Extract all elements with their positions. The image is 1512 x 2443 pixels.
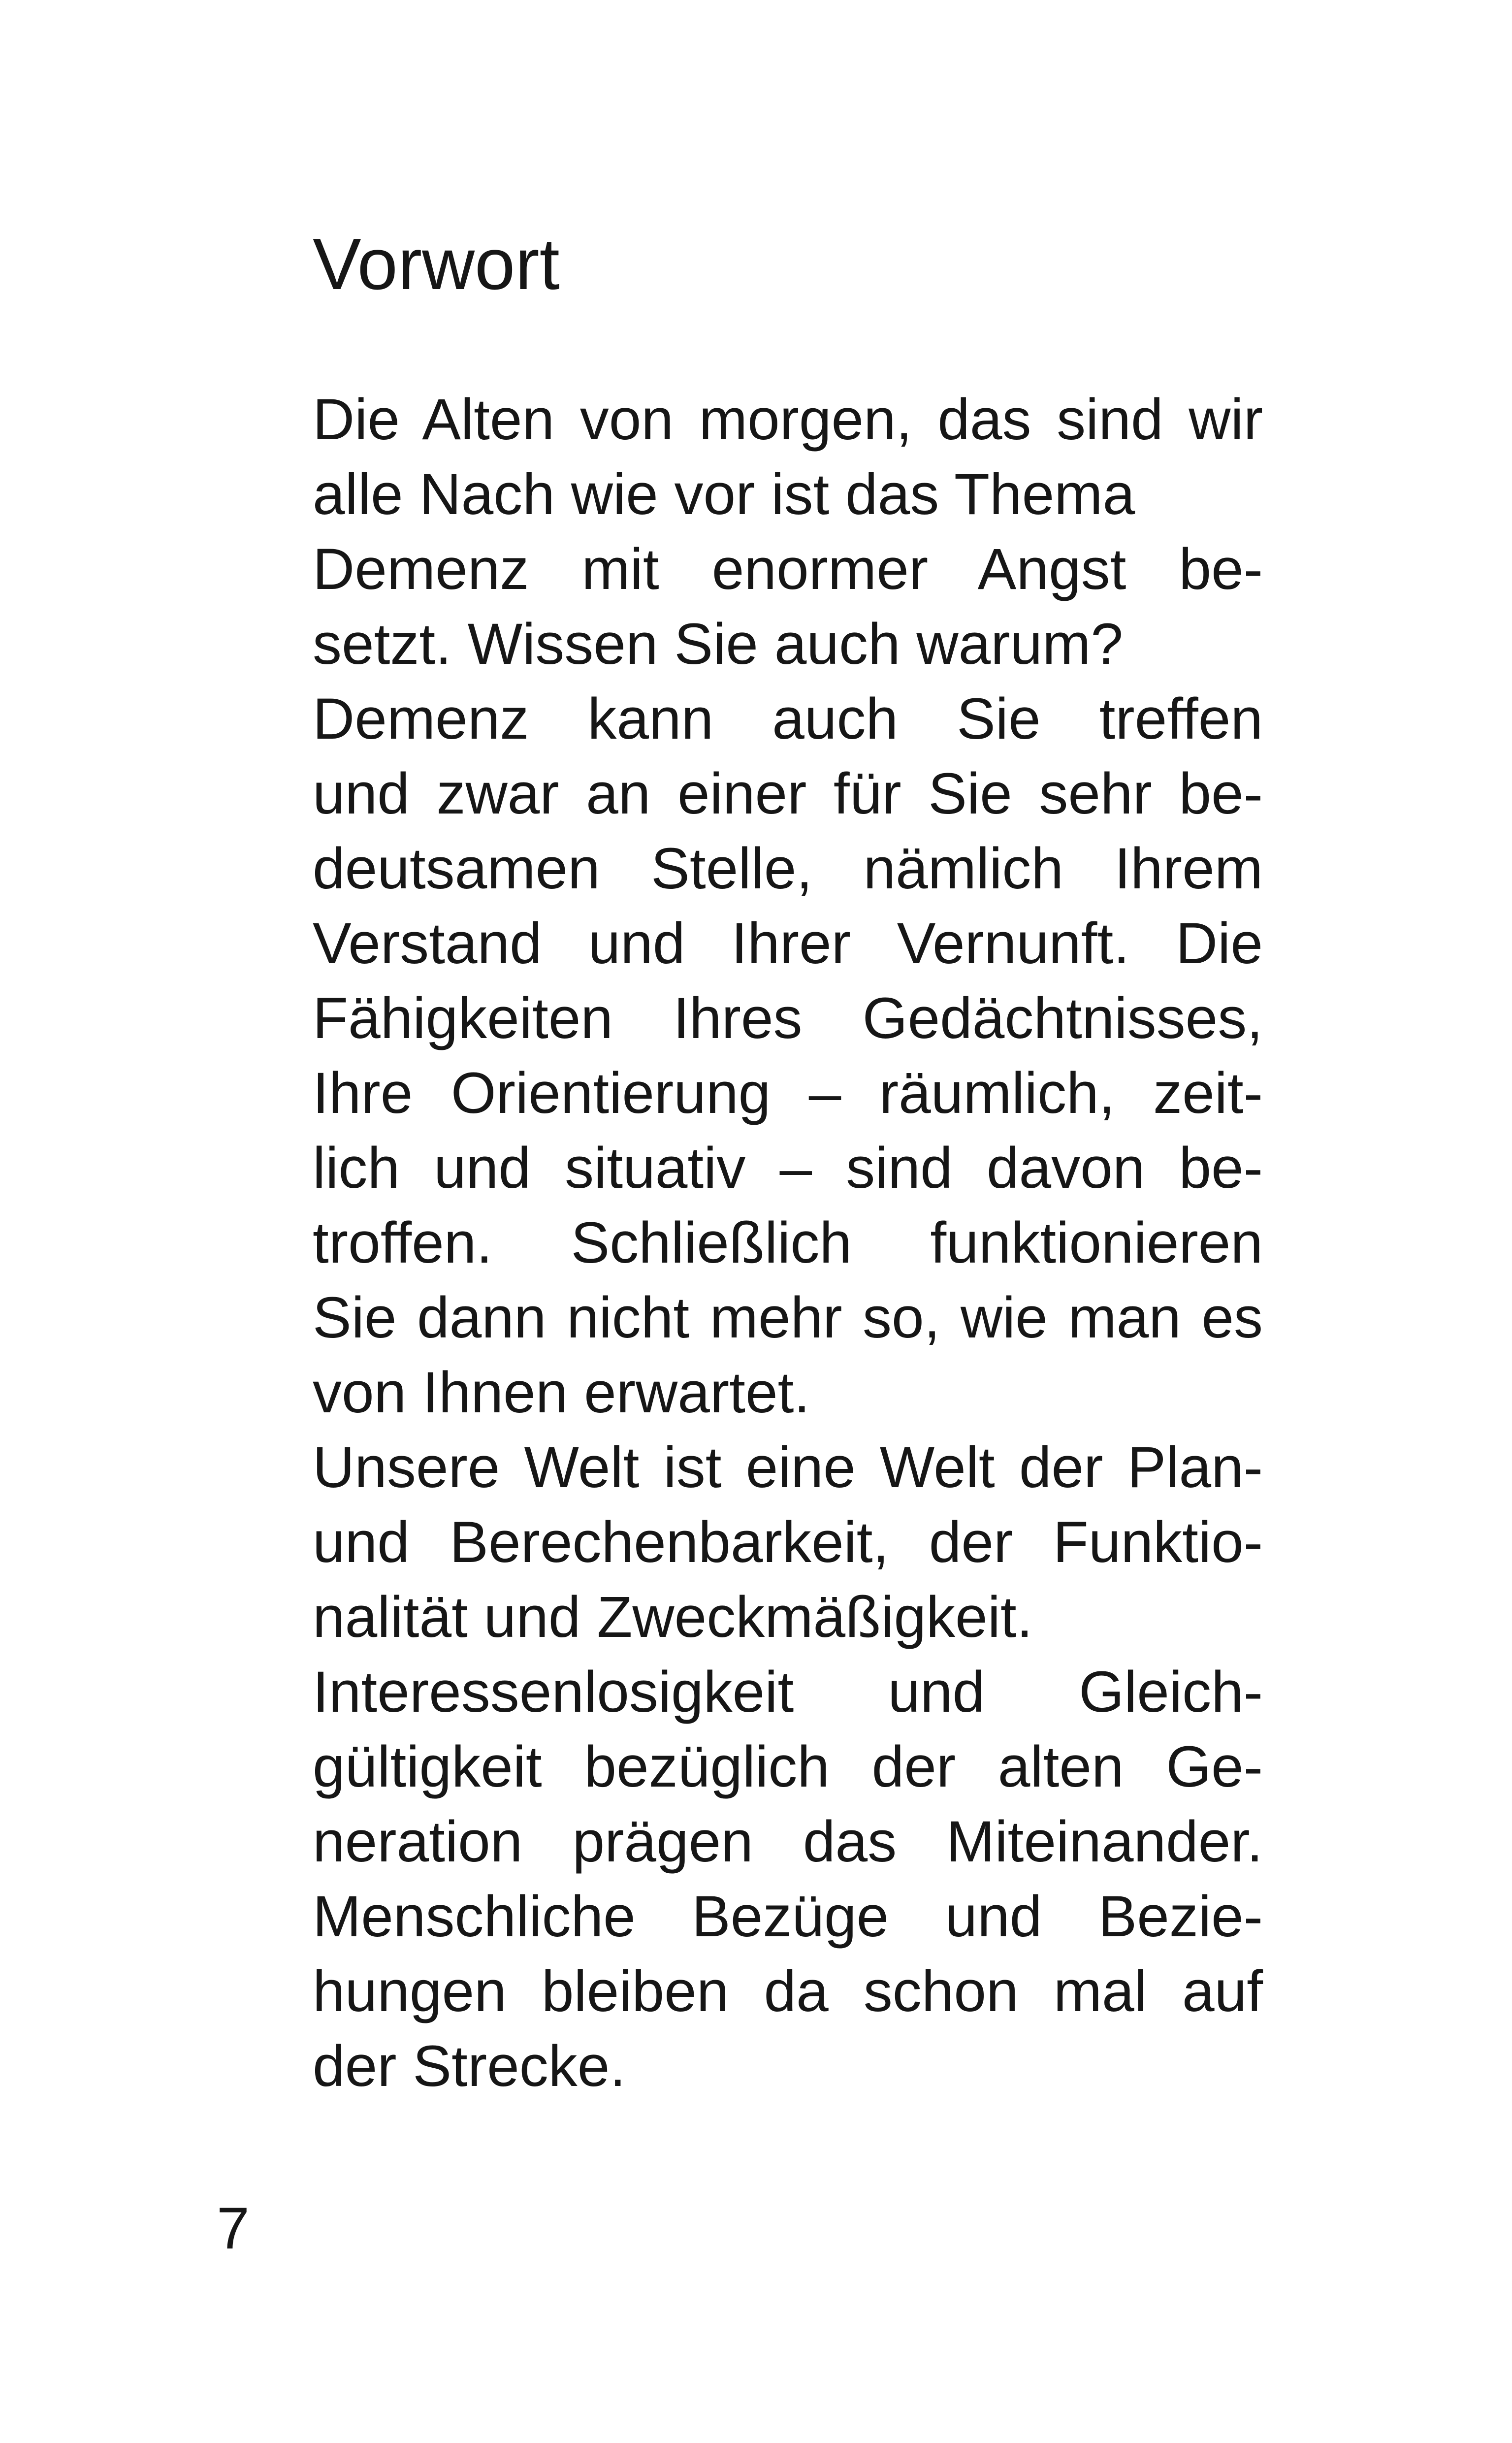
text-line: setzt. Wissen Sie auch warum? [313, 612, 1124, 677]
text-line: gültigkeit bezüglich der alten Ge- [313, 1734, 1263, 1799]
text-line: alle Nach wie vor ist das Thema [313, 462, 1135, 527]
text-line: neration prägen das Miteinander. [313, 1809, 1263, 1874]
text-line: und Berechenbarkeit, der Funktio- [313, 1510, 1263, 1575]
text-line: Die Alten von morgen, das sind wir [313, 387, 1263, 452]
text-line: Interessenlosigkeit und Gleich- [313, 1660, 1263, 1725]
text-line: von Ihnen erwartet. [313, 1360, 810, 1425]
text-line: deutsamen Stelle, nämlich Ihrem [313, 836, 1263, 901]
text-line: Unsere Welt ist eine Welt der Plan- [313, 1435, 1263, 1500]
text-line: und zwar an einer für Sie sehr be- [313, 761, 1263, 826]
page-number: 7 [217, 2195, 250, 2261]
text-line: Demenz mit enormer Angst be- [313, 537, 1263, 602]
text-line: Demenz kann auch Sie treffen [313, 686, 1263, 751]
text-line: Sie dann nicht mehr so, wie man es [313, 1285, 1263, 1350]
text-line: Ihre Orientierung – räumlich, zeit- [313, 1061, 1263, 1126]
text-line: Menschliche Bezüge und Bezie- [313, 1884, 1263, 1949]
text-line: lich und situativ – sind davon be- [313, 1136, 1263, 1201]
text-line: nalität und Zweckmäßigkeit. [313, 1585, 1033, 1650]
body-text [313, 382, 1263, 2104]
text-line: der Strecke. [313, 2034, 626, 2099]
text-line: Fähigkeiten Ihres Gedächtnisses, [313, 986, 1263, 1051]
text-line: Verstand und Ihrer Vernunft. Die [313, 911, 1263, 976]
text-line: hungen bleiben da schon mal auf [313, 1959, 1263, 2024]
page-heading: Vorwort [313, 224, 560, 305]
text-line: troffen. Schließlich funktionieren [313, 1210, 1263, 1275]
